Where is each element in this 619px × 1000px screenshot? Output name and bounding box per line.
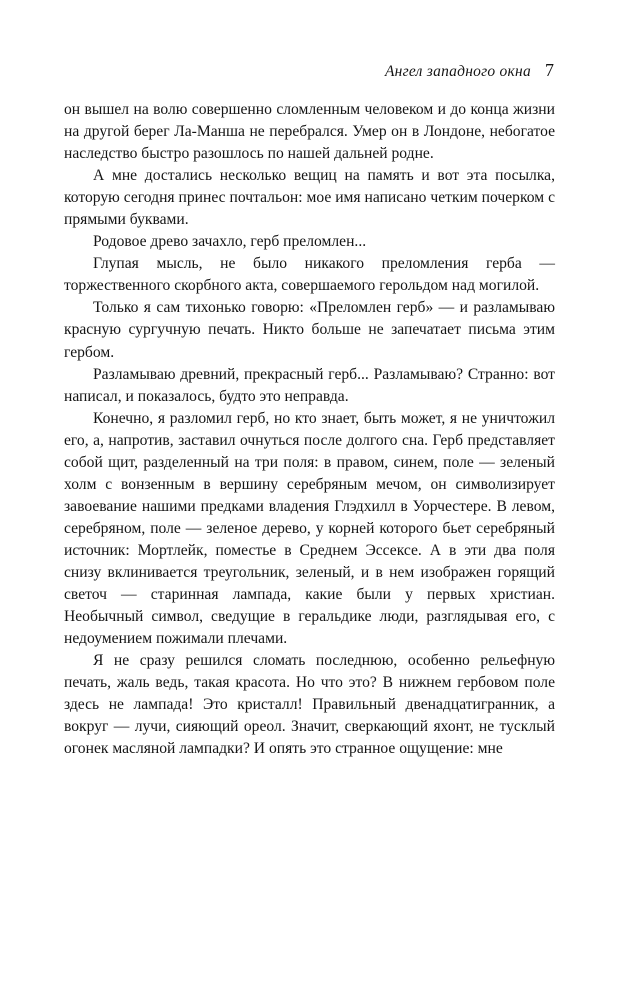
paragraph: А мне достались несколько вещиц на память и вот эта посылка, которую сегодня принес почтальон: мое имя написано четким почерком с прямыми буквами.	[64, 167, 555, 229]
paragraph: Конечно, я разломил герб, но кто знает, быть может, я не уничтожил его, а, напротив, заставил очнуться после долгого сна. Герб представляет собой щит, разделенный на три поля: в правом, синем, поле — зеленый холм с вонзенным в вершину серебряным мечом, он символизирует завоевание нашими предками владения Глэдхилл в Уорчестере. В левом, серебряном, поле — зеленое дерево, у корней которого бьет серебряный источник: Мортлейк, поместье в Среднем Эссексе. А в эти два поля снизу вклинивается треугольник, зеленый, и в нем изображен горящий светоч — старинная лампада, какие были у первых христиан. Необычный символ, сведущие в геральдике люди, разглядывая его, с недоумением пожимали плечами.	[64, 409, 555, 648]
running-head	[64, 60, 554, 84]
page-number: 7	[545, 60, 554, 80]
paragraph: Родовое древо зачахло, герб преломлен...	[93, 233, 367, 251]
paragraph: Глупая мысль, не было никакого преломления герба — торжественного скорбного акта, совершаемого герольдом над могилой.	[64, 255, 555, 295]
paragraph: Только я сам тихонько говорю: «Преломлен герб» — и разламываю красную сургучную печать. Никто больше не запечатает письма этим гербом.	[64, 299, 555, 361]
body-text-block	[64, 99, 555, 760]
paragraph: Я не сразу решился сломать последнюю, особенно рельефную печать, жаль ведь, такая красота. Но что это? В нижнем гербовом поле здесь не лампада! Это кристалл! Правильный двенадцатигранник, а вокруг — лучи, сияющий ореол. Значит, сверкающий яхонт, не тусклый огонек масляной лампадки? И опять это странное ощущение: мне	[64, 652, 555, 758]
paragraph: Разламываю древний, прекрасный герб... Разламываю? Странно: вот написал, и показалось, будто это неправда.	[64, 365, 555, 405]
running-head-title: Ангел западного окна	[384, 63, 531, 80]
paragraph: он вышел на волю совершенно сломленным человеком и до конца жизни на другой берег Ла-Манша не перебрался. Умер он в Лондоне, небогатое наследство быстро разошлось по нашей дальней родне.	[64, 101, 555, 163]
